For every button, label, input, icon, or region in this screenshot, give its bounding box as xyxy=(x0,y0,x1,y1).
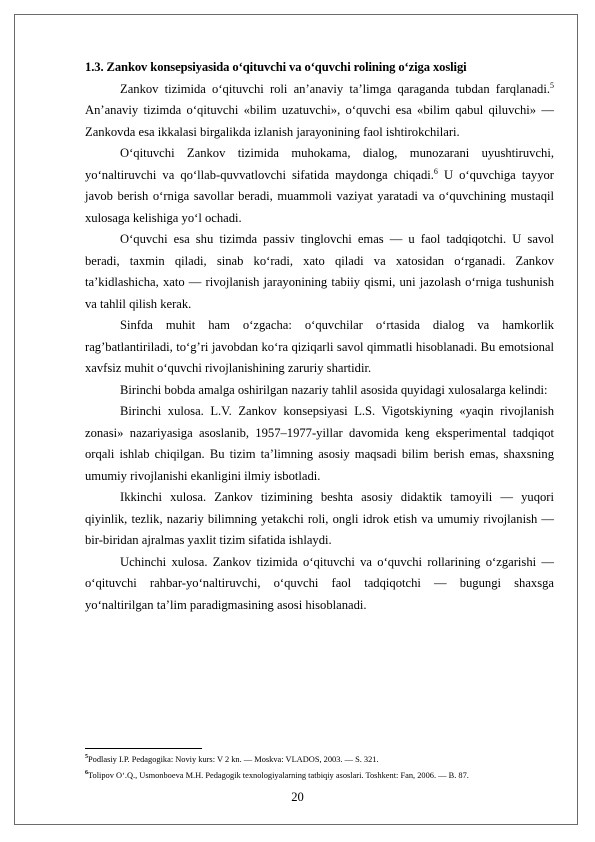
body-paragraph xyxy=(85,401,554,487)
section-heading: 1.3. Zankov konsepsiyasida o‘qituvchi va o‘quvchi rolining o‘ziga xosligi xyxy=(85,60,467,74)
body-paragraph xyxy=(85,552,554,617)
footnote-text: Tolipov O‘.Q., Usmonboeva M.H. Pedagogik texnologiyalarning tatbiqiy asoslari. Toshkent: Fan, 2006. — B. 87. xyxy=(88,771,469,780)
body-paragraph xyxy=(85,229,554,315)
paragraph-text: Uchinchi xulosa. Zankov tizimida o‘qituvchi va o‘quvchi rollarining o‘zgarishi — o‘qituvchi rahbar-yo‘naltiruvchi, o‘quvchi faol tadqiqotchi — bugungi shaxsga yo‘naltirilgan ta’lim paradigmasining asosi hisoblanadi. xyxy=(85,554,554,612)
paragraph-text: Ikkinchi xulosa. Zankov tizimining beshta asosiy didaktik tamoyili — yuqori qiyinlik, tezlik, nazariy bilimning yetakchi roli, ongli idrok etish va umumiy rivojlanish — bir-biridan ajralmas yaxlit tizim sifatida ishlaydi. xyxy=(85,490,554,547)
footnote-number: 6 xyxy=(85,770,88,777)
paragraph-text: Zankov tizimida o‘qituvchi roli an’anaviy ta’limga qaraganda tubdan farqlanadi. xyxy=(120,81,550,96)
footnote-reference: 6 xyxy=(433,166,438,176)
paragraph-list xyxy=(85,79,554,617)
paragraph-text: O‘qituvchi Zankov tizimida muhokama, dialog, munozarani uyushtiruvchi, yo‘naltiruvchi va qo‘llab-quvvatlovchi sifatida maydonga chiqadi. xyxy=(85,146,554,182)
footnote-number: 5 xyxy=(85,754,88,761)
paragraph-text: Birinchi xulosa. L.V. Zankov konsepsiyasi L.S. Vigotskiyning «yaqin rivojlanish zonasi» nazariyasiga asoslanib, 1957–1977-yillar davomida keng eksperimental tadqiqot orqali ishlab chiqilgan. Bu tizim ta’limning asosiy maqsadi bilim berish emas, shaxsning umumiy rivojlanishi ekanligini ilmiy isbotladi. xyxy=(85,404,554,483)
footnote-text: Podlasiy I.P. Pedagogika: Noviy kurs: V 2 kn. — Moskva: VLADOS, 2003. — S. 321. xyxy=(88,755,379,764)
footnote-list xyxy=(85,752,555,784)
footnote-reference: 5 xyxy=(550,80,554,90)
footnote xyxy=(85,752,555,768)
main-text xyxy=(85,57,554,616)
footnote-separator xyxy=(85,748,202,749)
body-paragraph xyxy=(85,79,554,144)
body-paragraph xyxy=(85,315,554,380)
body-paragraph xyxy=(85,143,554,229)
paragraph-text: An’anaviy tizimda o‘qituvchi «bilim uzatuvchi», o‘quvchi esa «bilim qabul qiluvchi» — Zankovda esa ikkalasi birgalikda izlanish jarayonining faol ishtirokchilari. xyxy=(85,103,554,139)
paragraph-text: Birinchi bobda amalga oshirilgan nazariy tahlil asosida quyidagi xulosalarga kelindi: xyxy=(120,382,548,397)
body-paragraph xyxy=(85,380,554,402)
paragraph-text: Sinfda muhit ham o‘zgacha: o‘quvchilar o‘rtasida dialog va hamkorlik rag’batlantiriladi, to‘g’ri javobdan ko‘ra qiziqarli savol qimmatli hisoblanadi. Bu emotsional xavfsiz muhit o‘quvchi rivojlanishining zaruriy shartidir. xyxy=(85,318,554,375)
footnote xyxy=(85,768,555,784)
body-paragraph xyxy=(85,487,554,552)
paragraph-text: U o‘quvchiga tayyor javob berish o‘rniga savollar beradi, muammoli vaziyat yaratadi va o‘quvchining mustaqil xulosaga kelishiga yo‘l ochadi. xyxy=(85,167,554,225)
paragraph-text: O‘quvchi esa shu tizimda passiv tinglovchi emas — u faol tadqiqotchi. U savol beradi, taxmin qiladi, sinab ko‘radi, xato qiladi va xatosidan o‘rganadi. Zankov ta’kidlashicha, xato — rivojlanish jarayonining tabiiy qismi, uni jazolash o‘rniga tushunish va tahlil qilish kerak. xyxy=(85,232,554,311)
page-number: 20 xyxy=(291,790,304,804)
